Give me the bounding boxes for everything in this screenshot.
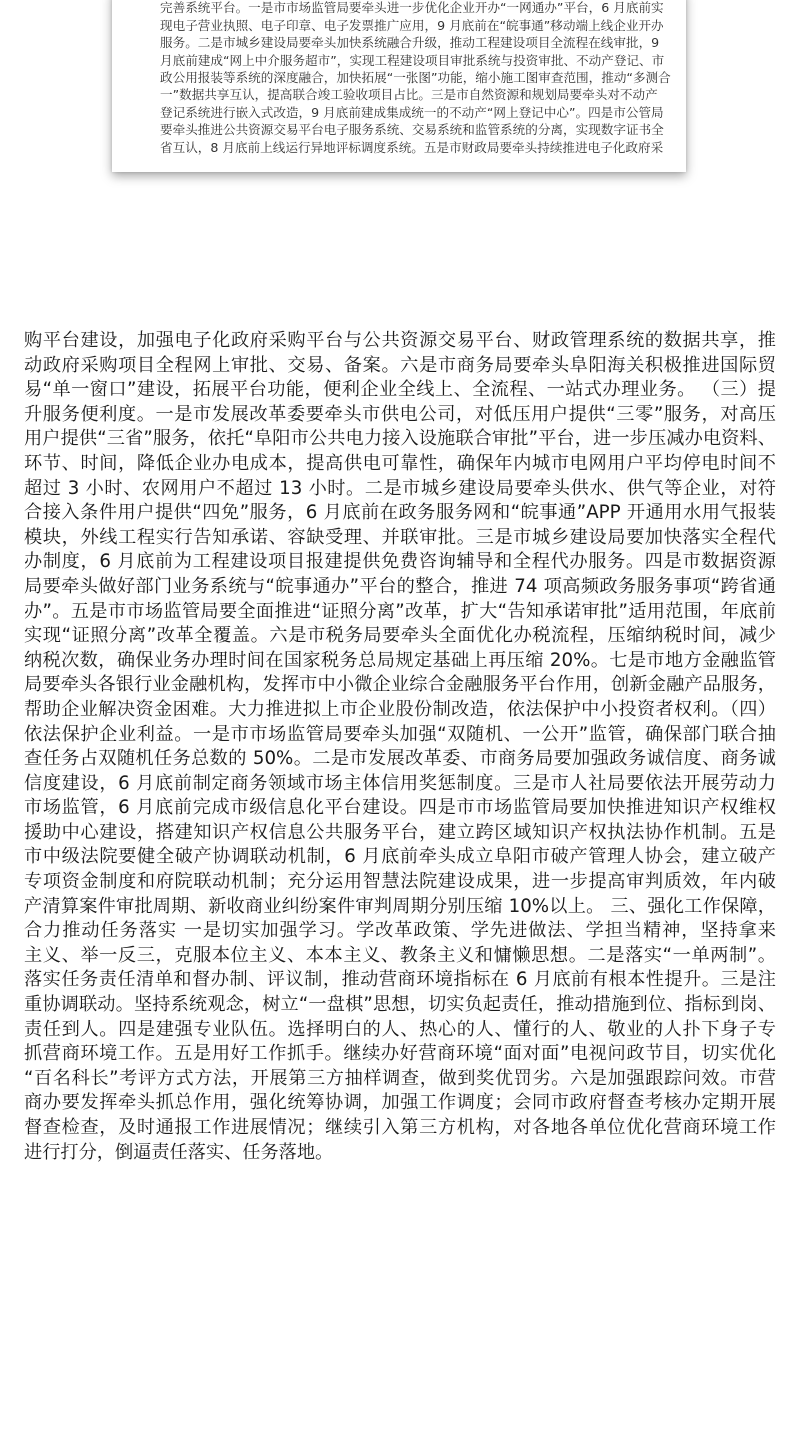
body-text-line: 督查检查，及时通报工作进展情况；继续引入第三方机构，对各地各单位优化营商环境工作 (24, 1117, 776, 1138)
preview-text-line: 服务。二是市城乡建设局要牵头加快系统融合升级，推动工程建设项目全流程在线审批，9 (160, 35, 660, 51)
preview-text-line: 完善系统平台。一是市市场监管局要牵头进一步优化企业开办“一网通办”平台，6 月底前实 (160, 0, 664, 16)
body-text-line: 查任务占双随机任务总数的 50%。二是市发展改革委、市商务局要加强政务诚信度、商务诚 (24, 748, 776, 770)
body-text-line: 合接入条件用户提供“四免”服务，6 月底前在政务服务网和“皖事通”APP 开通用水用气报装 (24, 502, 776, 524)
body-text-line: 进行打分，倒逼责任落实、任务落地。 (24, 1141, 334, 1163)
body-text-line: 商办要发挥牵头抓总作用，强化统筹协调，加强工作调度；会同市政府督查考核办定期开展 (24, 1092, 776, 1114)
body-text-line: 模块，外线工程实行告知承诺、容缺受理、并联审批。三是市城乡建设局要加快落实全程代 (24, 526, 776, 548)
body-text-line: 主义、举一反三，克服本位主义、本本主义、教条主义和慵懒思想。二是落实“一单两制”。 (24, 944, 776, 966)
preview-text-line: 省互认，8 月底前上线运行异地评标调度系统。五是市财政局要牵头持续推进电子化政府采 (160, 139, 664, 155)
body-text-line: 援助中心建设，搭建知识产权信息公共服务平台，建立跨区域知识产权执法协作机制。五是 (24, 821, 776, 843)
body-text-line: 超过 3 小时、农网用户不超过 13 小时。二是市城乡建设局要牵头供水、供气等企业，对符 (24, 477, 776, 499)
body-text-line: 合力推动任务落实 一是切实加强学习。学改革政策、学先进做法、学担当精神，坚持拿来 (24, 920, 776, 942)
body-text-line: 局要牵头做好部门业务系统与“皖事通办”平台的整合，推进 74 项高频政务服务事项“跨省通 (24, 575, 776, 597)
body-text-line: 信度建设，6 月底前制定商务领域市场主体信用奖惩制度。三是市人社局要依法开展劳动力 (24, 772, 776, 794)
preview-text-line: 要牵头推进公共资源交易平台电子服务系统、交易系统和监管系统的分离，实现数字证书全 (160, 122, 664, 138)
body-text-line: 依法保护企业利益。一是市市场监管局要牵头加强“双随机、一公开”监管，确保部门联合抽 (24, 723, 776, 745)
body-text-line: 用户提供“三省”服务，依托“阜阳市公共电力接入设施联合审批”平台，进一步压减办电资料、 (24, 428, 776, 450)
body-text-line: 责任到人。四是建强专业队伍。选择明白的人、热心的人、懂行的人、敬业的人扑下身子专 (24, 1018, 776, 1040)
body-text-line: 市场监管，6 月底前完成市级信息化平台建设。四是市市场监管局要加快推进知识产权维权 (24, 797, 776, 819)
body-text-line: 环节、时间，降低企业办电成本，提高供电可靠性，确保年内城市电网用户平均停电时间不 (24, 452, 776, 474)
preview-card-text (160, 0, 671, 156)
document-preview-card (112, 0, 686, 172)
preview-text-line: 政公用报装等系统的深度融合，加快拓展“一张图”功能，缩小施工图审查范围，推动“多测合 (160, 69, 671, 85)
body-text-line: 易“单一窗口”建设，拓展平台功能，便利企业全线上、全流程、一站式办理业务。 （三）提 (24, 379, 776, 401)
preview-text-line: 登记系统进行嵌入式改造，9 月底前建成集成统一的不动产“网上登记中心”。四是市公管局 (160, 104, 664, 120)
preview-text-line: 现电子营业执照、电子印章、电子发票推广应用，9 月底前在“皖事通”移动端上线企业开办 (160, 17, 664, 33)
body-text-line: 局要牵头各银行业金融机构，发挥市中小微企业综合金融服务平台作用，创新金融产品服务， (24, 674, 776, 696)
body-text-line: 帮助企业解决资金困难。大力推进拟上市企业股份制改造，依法保护中小投资者权利。（四） (24, 698, 776, 720)
body-text-line: 升服务便利度。一是市发展改革委要牵头市供电公司，对低压用户提供“三零”服务，对高压 (24, 403, 776, 425)
document-body-text (24, 329, 776, 1165)
body-text-line: “百名科长”考评方式方法，开展第三方抽样调查，做到奖优罚劣。六是加强跟踪问效。市营 (24, 1067, 776, 1089)
body-text-line: 抓营商环境工作。五是用好工作抓手。继续办好营商环境“面对面”电视问政节目，切实优化 (24, 1043, 776, 1065)
body-text-line: 办制度，6 月底前为工程建设项目报建提供免费咨询辅导和全程代办服务。四是市数据资源 (24, 551, 776, 573)
body-text-line: 办”。五是市市场监管局要全面推进“证照分离”改革，扩大“告知承诺审批”适用范围，年底前 (24, 600, 776, 622)
body-text-line: 落实任务责任清单和督办制、评议制，推动营商环境指标在 6 月底前有根本性提升。三是注 (24, 969, 776, 991)
body-text-line: 市中级法院要健全破产协调联动机制，6 月底前牵头成立阜阳市破产管理人协会，建立破产 (24, 846, 776, 868)
body-text-line: 重协调联动。坚持系统观念，树立“一盘棋”思想，切实负起责任，推动措施到位、指标到岗、 (24, 994, 776, 1016)
body-text-line: 动政府采购项目全程网上审批、交易、备案。六是市商务局要牵头阜阳海关积极推进国际贸 (24, 354, 776, 376)
preview-text-line: 月底前建成“网上中介服务超市”，实现工程建设项目审批系统与投资审批、不动产登记、市 (160, 52, 665, 68)
body-text-line: 纳税次数，确保业务办理时间在国家税务总局规定基础上再压缩 20%。七是市地方金融监管 (24, 649, 776, 671)
body-text-line: 产清算案件审批周期、新收商业纠纷案件审判周期分别压缩 10%以上。 三、强化工作保障， (24, 895, 776, 917)
body-text-line: 实现“证照分离”改革全覆盖。六是市税务局要牵头全面优化办税流程，压缩纳税时间，减少 (24, 625, 776, 647)
preview-text-line: 一”数据共享互认，提高联合竣工验收项目占比。三是市自然资源和规划局要牵头对不动产 (160, 87, 658, 103)
body-text-line: 购平台建设，加强电子化政府采购平台与公共资源交易平台、财政管理系统的数据共享，推 (24, 330, 776, 351)
body-text-line: 专项资金制度和府院联动机制；充分运用智慧法院建设成果，进一步提高审判质效，年内破 (24, 871, 776, 893)
